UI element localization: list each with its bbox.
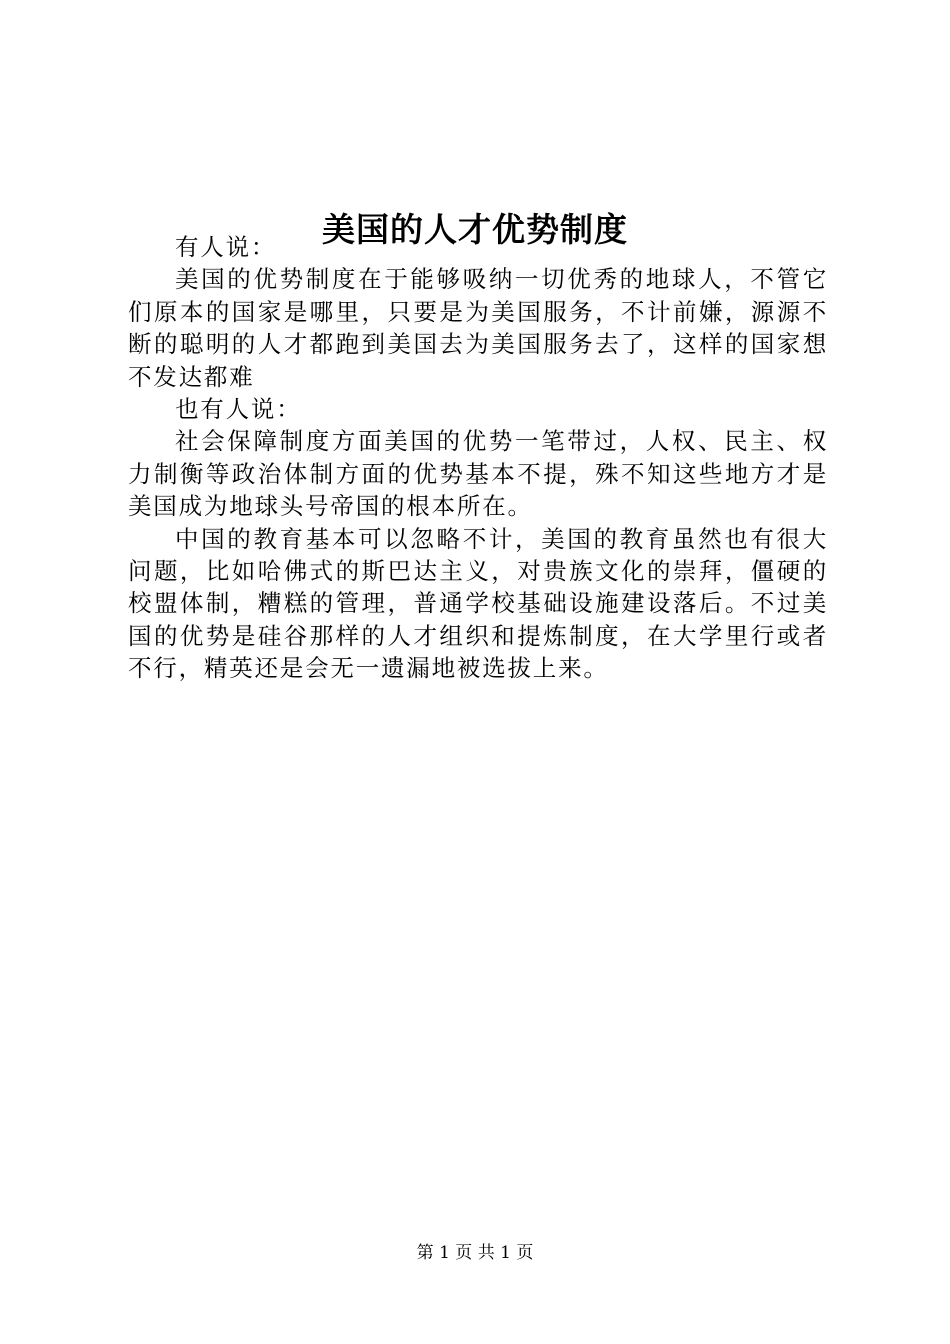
paragraph: 社会保障制度方面美国的优势一笔带过，人权、民主、权力制衡等政治体制方面的优势基本不提，殊不知这些地方才是美国成为地球头号帝国的根本所在。: [128, 427, 828, 521]
document-body: [128, 231, 828, 685]
paragraph: 中国的教育基本可以忽略不计，美国的教育虽然也有很大问题，比如哈佛式的斯巴达主义，对贵族文化的崇拜，僵硬的校盟体制，糟糕的管理，普通学校基础设施建设落后。不过美国的优势是硅谷那样的人才组织和提炼制度，在大学里行或者不行，精英还是会无一遗漏地被选拔上来。: [128, 524, 828, 683]
paragraph: 美国的优势制度在于能够吸纳一切优秀的地球人，不管它们原本的国家是哪里，只要是为美国服务，不计前嫌，源源不断的聪明的人才都跑到美国去为美国服务去了，这样的国家想不发达都难: [128, 265, 828, 391]
page-footer: 第 1 页 共 1 页: [416, 1243, 534, 1263]
document-title: 美国的人才优势制度: [322, 210, 628, 250]
paragraph: 有人说：: [175, 233, 277, 261]
paragraph: 也有人说：: [175, 395, 302, 424]
